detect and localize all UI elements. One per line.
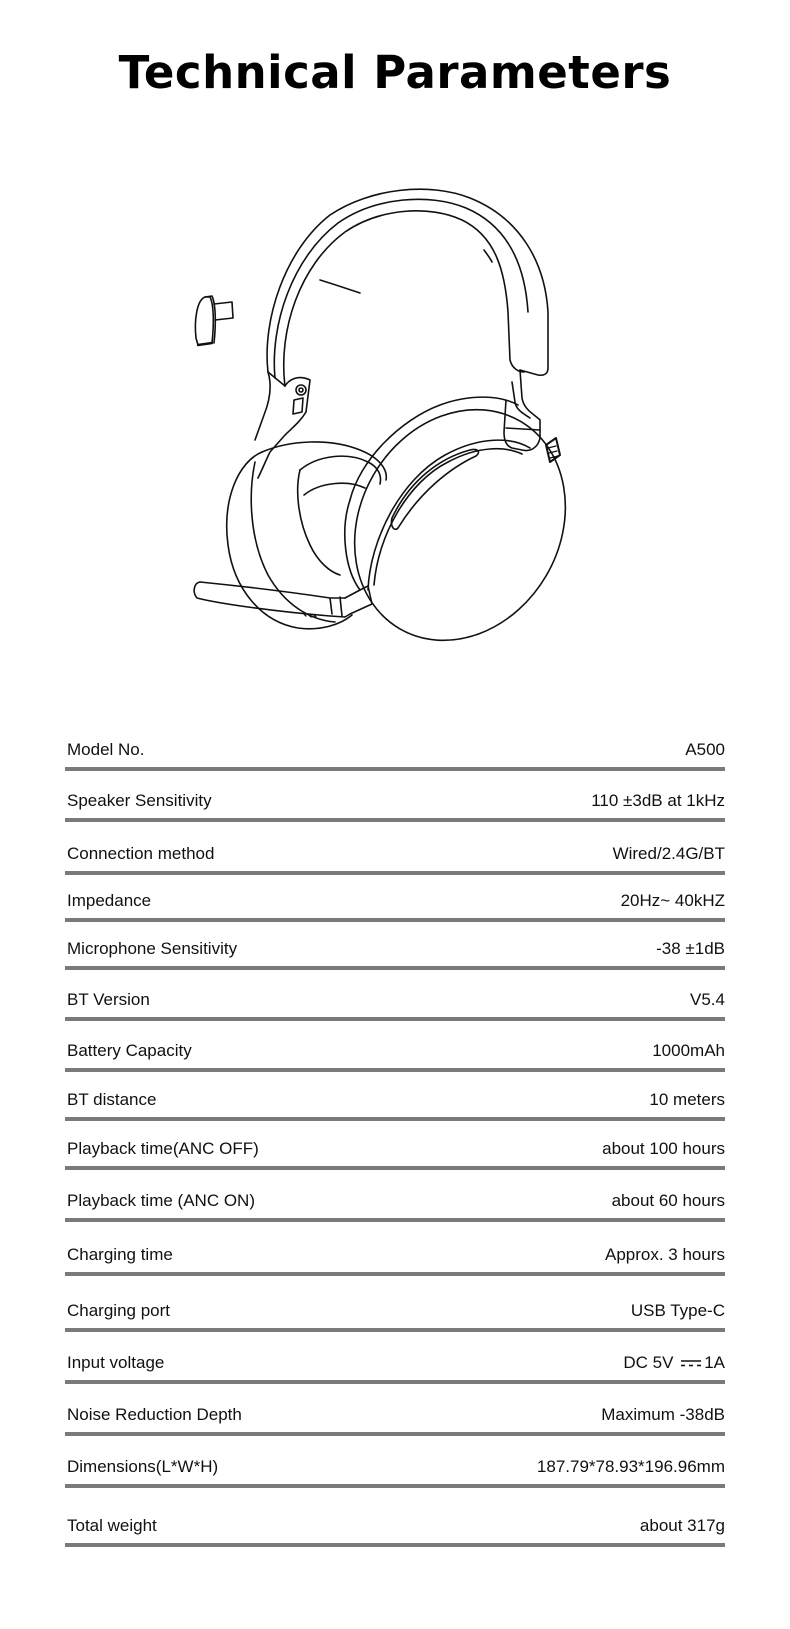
divider [65, 1484, 725, 1488]
spec-row-dimensions [65, 1448, 725, 1488]
right-earcup-icon [313, 371, 600, 660]
headband-icon [267, 189, 548, 386]
spec-row-model [65, 731, 725, 771]
spec-value: about 100 hours [602, 1139, 725, 1158]
spec-row-connection-method [65, 835, 725, 875]
spec-label: BT Version [67, 990, 150, 1009]
divider [65, 1117, 725, 1121]
spec-row-impedance [65, 882, 725, 922]
spec-value: USB Type-C [630, 1301, 725, 1320]
spec-label: Playback time (ANC ON) [67, 1191, 255, 1210]
divider [65, 818, 725, 822]
spec-label: Impedance [67, 891, 152, 910]
spec-value: Wired/2.4G/BT [612, 844, 725, 863]
spec-label: Connection method [67, 844, 215, 863]
spec-row-battery-capacity [65, 1032, 725, 1072]
usb-dongle-icon [195, 296, 233, 345]
left-hinge-icon [255, 372, 310, 478]
divider [65, 871, 725, 875]
spec-value: -38 ±1dB [656, 939, 725, 958]
current-value: 1A [704, 1353, 725, 1372]
spec-label: Speaker Sensitivity [67, 791, 212, 810]
divider [65, 918, 725, 922]
spec-value: about 317g [639, 1516, 725, 1535]
spec-label: Charging port [67, 1301, 171, 1320]
right-hinge-icon [504, 370, 560, 462]
boom-microphone-icon [194, 582, 372, 617]
spec-label: BT distance [67, 1090, 157, 1109]
divider [65, 1380, 725, 1384]
spec-row-speaker-sensitivity [65, 782, 725, 822]
spec-row-bt-distance [65, 1081, 725, 1121]
divider [65, 1017, 725, 1021]
voltage-value: DC 5V [623, 1353, 674, 1372]
spec-row-input-voltage [65, 1344, 725, 1384]
dc-current-symbol-icon [680, 1358, 702, 1368]
spec-label: Noise Reduction Depth [67, 1405, 242, 1424]
spec-label: Model No. [67, 740, 145, 759]
headset-illustration [180, 180, 600, 660]
divider [65, 767, 725, 771]
spec-row-bt-version [65, 981, 725, 1021]
spec-value: 1000mAh [652, 1041, 725, 1060]
spec-value: 10 meters [649, 1090, 725, 1109]
spec-label: Microphone Sensitivity [67, 939, 238, 958]
spec-value: 20Hz~ 40kHZ [620, 891, 725, 910]
spec-label: Playback time(ANC OFF) [67, 1139, 259, 1158]
spec-value [623, 1353, 725, 1373]
spec-label: Dimensions(L*W*H) [67, 1457, 219, 1476]
spec-label: Total weight [67, 1516, 157, 1535]
divider [65, 1166, 725, 1170]
spec-value: Approx. 3 hours [604, 1245, 725, 1264]
divider [65, 1328, 725, 1332]
spec-value: about 60 hours [611, 1191, 725, 1210]
divider [65, 1068, 725, 1072]
spec-value: V5.4 [690, 990, 725, 1009]
spec-value: 110 ±3dB at 1kHz [591, 791, 725, 810]
spec-label: Battery Capacity [67, 1041, 192, 1060]
spec-row-total-weight [65, 1507, 725, 1547]
page-title: Technical Parameters [118, 46, 672, 99]
spec-label: Charging time [67, 1245, 173, 1264]
divider [65, 966, 725, 970]
divider [65, 1218, 725, 1222]
divider [65, 1432, 725, 1436]
spec-row-charging-port [65, 1292, 725, 1332]
spec-row-playback-anc-on [65, 1182, 725, 1222]
spec-row-noise-reduction [65, 1396, 725, 1436]
divider [65, 1543, 725, 1547]
spec-row-charging-time [65, 1236, 725, 1276]
spec-value: Maximum -38dB [601, 1405, 725, 1424]
spec-row-playback-anc-off [65, 1130, 725, 1170]
spec-row-microphone-sensitivity [65, 930, 725, 970]
spec-label: Input voltage [67, 1353, 165, 1372]
spec-value: A500 [685, 740, 725, 759]
spec-value: 187.79*78.93*196.96mm [536, 1457, 725, 1476]
divider [65, 1272, 725, 1276]
